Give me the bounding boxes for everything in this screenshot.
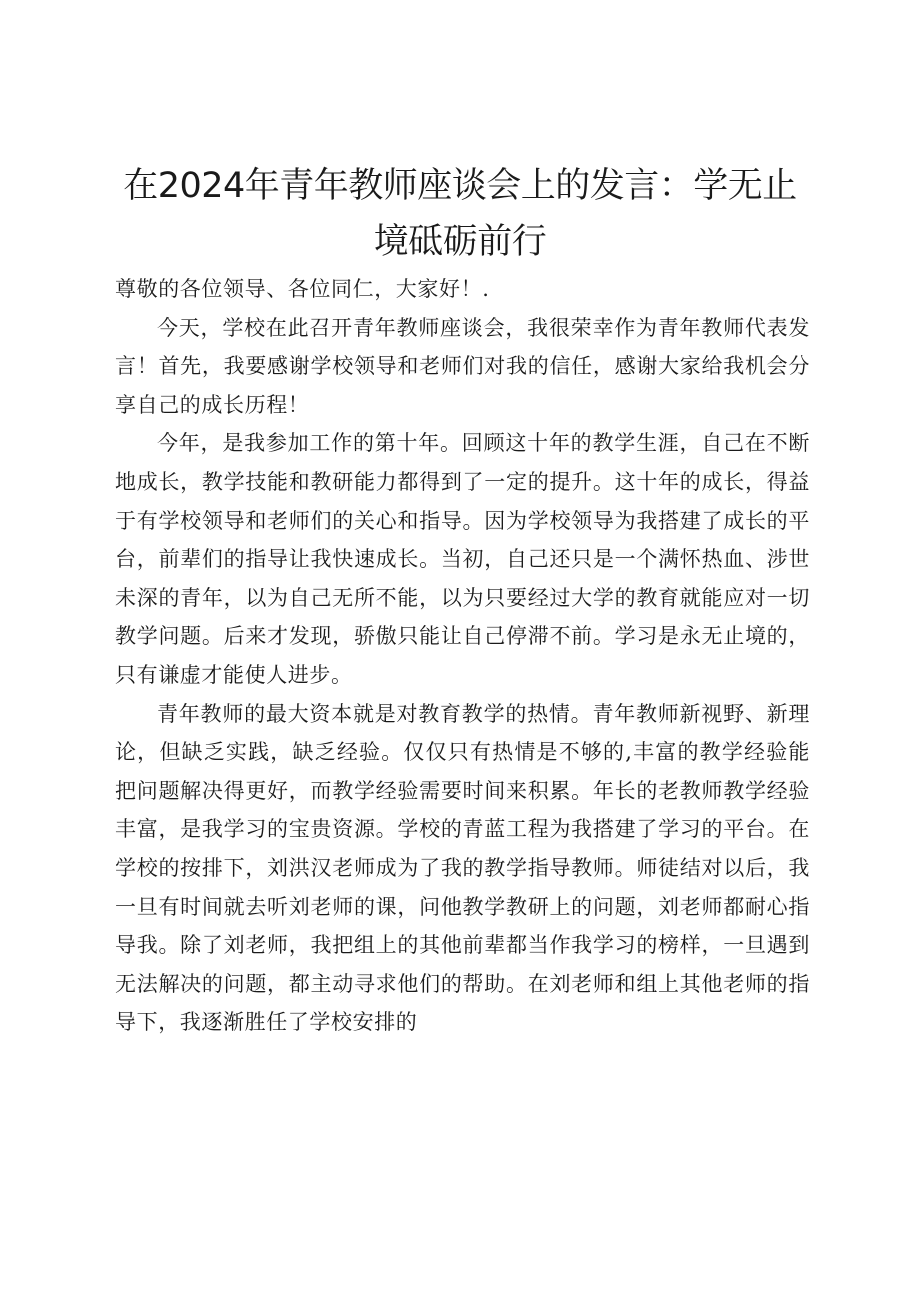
document-body [115, 270, 810, 1042]
salutation: 尊敬的各位领导、各位同仁，大家好！. [115, 277, 490, 301]
title-line-2: 境砥砺前行 [373, 222, 547, 262]
paragraph-2: 今年，是我参加工作的第十年。回顾这十年的教学生涯，自己在不断地成长，教学技能和教研能力都得到了一定的提升。这十年的成长，得益于有学校领导和老师们的关心和指导。因为学校领导为我搭建了成长的平台，前辈们的指导让我快速成长。当初，自己还只是一个满怀热血、涉世未深的青年，以为自己无所不能，以为只要经过大学的教育就能应对一切教学问题。后来才发现，骄傲只能让自己停滞不前。学习是永无止境的，只有谦虚才能使人进步。 [115, 431, 810, 687]
document-title [110, 158, 810, 270]
title-line-1: 在2024年青年教师座谈会上的发言：学无止 [123, 166, 797, 206]
paragraph-3: 青年教师的最大资本就是对教育教学的热情。青年教师新视野、新理论，但缺乏实践，缺乏经验。仅仅只有热情是不够的,丰富的教学经验能把问题解决得更好，而教学经验需要时间来积累。年长的老教师教学经验丰富，是我学习的宝贵资源。学校的青蓝工程为我搭建了学习的平台。在学校的按排下，刘洪汉老师成为了我的教学指导教师。师徒结对以后，我一旦有时间就去听刘老师的课，问他教学教研上的问题，刘老师都耐心指导我。除了刘老师，我把组上的其他前辈都当作我学习的榜样，一旦遇到无法解决的问题，都主动寻求他们的帮助。在刘老师和组上其他老师的指导下，我逐渐胜任了学校安排的 [115, 701, 810, 1035]
paragraph-1: 今天，学校在此召开青年教师座谈会，我很荣幸作为青年教师代表发言！首先，我要感谢学校领导和老师们对我的信任，感谢大家给我机会分享自己的成长历程！ [115, 315, 810, 417]
